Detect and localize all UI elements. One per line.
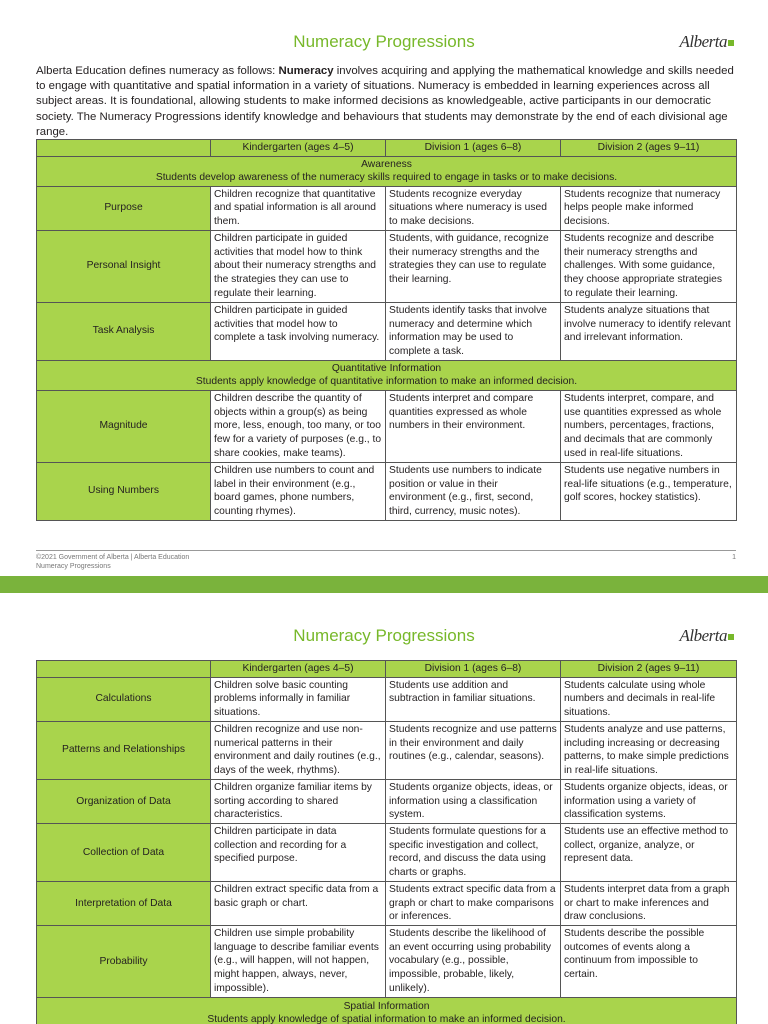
table-row [37,302,737,360]
cell-division-2: Students organize objects, ideas, or information using a variety of classification systems. [561,779,737,823]
logo-mark-icon [728,40,734,46]
cell-kindergarten: Children extract specific data from a basic graph or chart. [211,881,386,925]
cell-division-2: Students calculate using whole numbers and decimals in real-life situations. [561,677,737,721]
cell-division-2: Students interpret data from a graph or chart to make inferences and draw conclusions. [561,881,737,925]
corner-cell [37,661,211,678]
cell-division-2: Students analyze situations that involve numeracy to identify relevant and irrelevant information. [561,302,737,360]
band-spatial-information: Spatial Information Students apply knowledge of spatial information to make an informed decision. [37,998,737,1024]
page-title: Numeracy Progressions [293,626,475,645]
corner-cell [37,140,211,157]
row-label: Calculations [37,677,211,721]
col-header-kindergarten: Kindergarten (ages 4–5) [211,661,386,678]
row-label: Personal Insight [37,230,211,302]
intro-paragraph: Alberta Education defines numeracy as follows: Numeracy involves acquiring and applying the mathematical knowledge and skills needed to engage with quantitative and spatial information in a variety of situations. Numeracy is embedded in learning experiences across all subject areas. It is foundational, allowing students to make informed decisions as knowledgeable, active participants in our democratic society. The Numeracy Progressions identify knowledge and behaviours that students may demonstrate by the end of each divisional age range. [36,65,734,138]
cell-division-2: Students use an effective method to collect, organize, analyze, or represent data. [561,823,737,881]
page-footer: ©2021 Government of Alberta | Alberta Education Numeracy Progressions 1 [36,550,736,571]
cell-kindergarten: Children organize familiar items by sorting according to shared characteristics. [211,779,386,823]
col-header-kindergarten: Kindergarten (ages 4–5) [211,140,386,157]
row-label: Collection of Data [37,823,211,881]
table-row [37,462,737,520]
table-row [37,779,737,823]
table-row [37,230,737,302]
cell-division-1: Students identify tasks that involve numeracy and determine which information may be used to complete a task. [386,302,561,360]
cell-division-2: Students recognize that numeracy helps people make informed decisions. [561,186,737,230]
cell-division-1: Students use addition and subtraction in familiar situations. [386,677,561,721]
cell-division-1: Students formulate questions for a specific investigation and collect, record, and discuss the data using charts or graphs. [386,823,561,881]
cell-division-2: Students use negative numbers in real-life situations (e.g., temperature, golf scores, hockey statistics). [561,462,737,520]
cell-division-2: Students interpret, compare, and use quantities expressed as whole numbers, percentages, fractions, and decimals that are commonly used in real-life situations. [561,390,737,462]
cell-division-1: Students extract specific data from a graph or chart to make comparisons or inferences. [386,881,561,925]
cell-kindergarten: Children describe the quantity of objects within a group(s) as being more, less, enough, too many, or too few for a variety of purposes (e.g., to share cookies, make teams). [211,390,386,462]
row-label: Probability [37,926,211,998]
cell-kindergarten: Children recognize that quantitative and spatial information is all around them. [211,186,386,230]
cell-division-2: Students recognize and describe their numeracy strengths and challenges. With some guidance, they choose appropriate strategies to regulate their learning. [561,230,737,302]
page-divider [0,576,768,593]
table-row [37,823,737,881]
cell-division-1: Students interpret and compare quantities expressed as whole numbers in their environment. [386,390,561,462]
band-awareness: Awareness Students develop awareness of the numeracy skills required to engage in tasks or to make decisions. [37,156,737,186]
progressions-table-2 [36,660,737,1024]
row-label: Task Analysis [37,302,211,360]
row-label: Patterns and Relationships [37,721,211,779]
table-row [37,677,737,721]
cell-division-2: Students analyze and use patterns, including increasing or decreasing patterns, to make simple predictions in real-life situations. [561,721,737,779]
col-header-division-1: Division 1 (ages 6–8) [386,140,561,157]
cell-division-1: Students organize objects, ideas, or information using a classification system. [386,779,561,823]
table-row [37,926,737,998]
cell-division-1: Students recognize everyday situations where numeracy is used to make decisions. [386,186,561,230]
col-header-division-2: Division 2 (ages 9–11) [561,661,737,678]
page-2 [0,593,768,1024]
alberta-logo: Alberta [680,32,735,52]
table-row [37,881,737,925]
alberta-logo: Alberta [680,626,735,646]
page-title: Numeracy Progressions [293,32,475,51]
cell-kindergarten: Children participate in guided activities that model how to think about their numeracy strengths and the strategies they can use to regulate their learning. [211,230,386,302]
row-label: Using Numbers [37,462,211,520]
row-label: Purpose [37,186,211,230]
row-label: Organization of Data [37,779,211,823]
logo-mark-icon [728,634,734,640]
progressions-table-1 [36,139,737,521]
col-header-division-1: Division 1 (ages 6–8) [386,661,561,678]
page-number: 1 [732,554,736,561]
cell-kindergarten: Children participate in data collection and recording for a specified purpose. [211,823,386,881]
table-row [37,186,737,230]
cell-kindergarten: Children use numbers to count and label in their environment (e.g., board games, phone numbers, counting rhymes). [211,462,386,520]
col-header-division-2: Division 2 (ages 9–11) [561,140,737,157]
cell-division-1: Students describe the likelihood of an event occurring using probability vocabulary (e.g., possible, impossible, probable, likely, unlikely). [386,926,561,998]
cell-kindergarten: Children recognize and use non-numerical patterns in their environment and daily routines (e.g., days of the week, rhythms). [211,721,386,779]
cell-kindergarten: Children solve basic counting problems informally in familiar situations. [211,677,386,721]
row-label: Magnitude [37,390,211,462]
cell-division-1: Students use numbers to indicate position or value in their environment (e.g., first, second, third, currency, music notes). [386,462,561,520]
table-row [37,721,737,779]
cell-division-1: Students recognize and use patterns in their environment and daily routines (e.g., calendar, seasons). [386,721,561,779]
cell-division-2: Students describe the possible outcomes of events along a continuum from impossible to certain. [561,926,737,998]
row-label: Interpretation of Data [37,881,211,925]
cell-kindergarten: Children participate in guided activities that model how to complete a task involving numeracy. [211,302,386,360]
band-quantitative-information: Quantitative Information Students apply knowledge of quantitative information to make an informed decision. [37,360,737,390]
cell-kindergarten: Children use simple probability language to describe familiar events (e.g., will happen, will not happen, might happen, always, never, impossible). [211,926,386,998]
cell-division-1: Students, with guidance, recognize their numeracy strengths and the strategies they can use to regulate their learning. [386,230,561,302]
table-row [37,390,737,462]
